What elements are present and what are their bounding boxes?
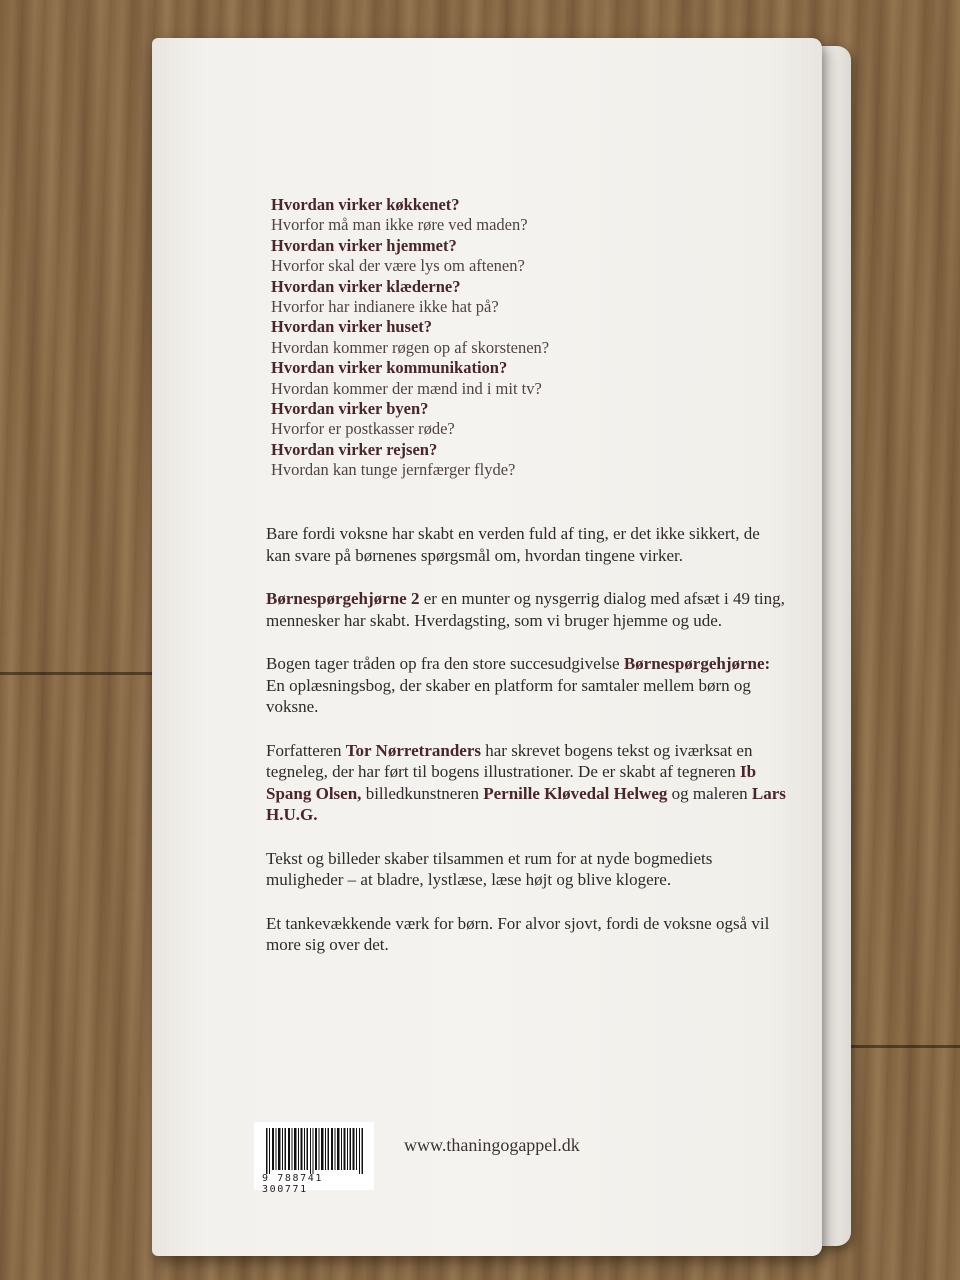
blurb-text-span: og maleren (667, 783, 752, 803)
blurb-paragraph-3 (266, 653, 786, 718)
question-sub: Hvordan kommer der mænd ind i mit tv? (271, 378, 542, 398)
blurb-paragraph-1 (266, 523, 786, 566)
question-title: Hvordan virker klæderne? (271, 276, 461, 296)
floor-seam-right (850, 1045, 960, 1048)
blurb-text-span: Bare fordi voksne har skabt en verden fuld af ting, er det ikke sikkert, de kan svare på børnenes spørgsmål om, hvordan tingene virker. (266, 524, 760, 565)
book-title: Børnespørgehjørne: (623, 654, 771, 673)
publisher-website: www.thaningogappel.dk (404, 1135, 580, 1155)
question-sub: Hvordan kan tunge jernfærger flyde? (271, 460, 516, 480)
blurb-text-span: er en munter og nysgerrig dialog med afsæt i 49 ting, mennesker har skabt. Hverdagsting, som vi bruger hjemme og ude. (266, 589, 785, 630)
blurb-text-span: billedkunstneren (361, 783, 484, 803)
blurb-text-span: har skrevet bogens tekst og iværksat en tegneleg, der har ført til bogens illustrationer. De er skabt af tegneren (266, 740, 753, 781)
question-sub: Hvorfor er postkasser røde? (271, 419, 455, 439)
blurb-text-span: Et tankevækkende værk for børn. For alvor sjovt, fordi de voksne også vil more sig over det. (266, 913, 770, 954)
blurb-text-span: Forfatteren (266, 740, 346, 760)
blurb-paragraph-6 (266, 913, 786, 956)
blurb-paragraph-4 (266, 740, 786, 826)
isbn-barcode (254, 1122, 374, 1195)
question-sub: Hvorfor må man ikke røre ved maden? (271, 215, 528, 235)
book-title: Børnespørgehjørne 2 (266, 589, 420, 608)
question-title: Hvordan virker rejsen? (271, 439, 438, 459)
isbn-number: 9 788741 300771 (262, 1173, 323, 1195)
question-title: Hvordan virker huset? (271, 317, 433, 337)
question-title: Hvordan virker hjemmet? (271, 235, 457, 255)
artist-name: Ib Spang Olsen, (266, 762, 757, 803)
question-sub: Hvorfor har indianere ikke hat på? (271, 297, 499, 317)
blurb-paragraph-2 (266, 588, 786, 631)
blurb-paragraph-5 (266, 848, 786, 891)
blurb-text-span: En oplæsningsbog, der skaber en platform for samtaler mellem børn og voksne. (266, 675, 751, 716)
blurb-text-span: Bogen tager tråden op fra den store succesudgivelse (266, 654, 624, 673)
barcode-bars-icon (266, 1128, 364, 1174)
floor-seam-left (0, 672, 160, 675)
author-name: Tor Nørretranders (345, 740, 481, 760)
question-sub: Hvorfor skal der være lys om aftenen? (271, 256, 525, 276)
question-title: Hvordan virker kommunikation? (271, 358, 508, 378)
question-title: Hvordan virker køkkenet? (271, 195, 460, 214)
blurb-text-span: Tekst og billeder skaber tilsammen et rum for at nyde bogmediets muligheder – at bladre, lystlæse, læse højt og blive klogere. (266, 848, 713, 889)
question-sub: Hvordan kommer røgen op af skorstenen? (271, 337, 550, 357)
question-title: Hvordan virker byen? (271, 399, 429, 419)
artist-name: Lars H.U.G. (266, 783, 786, 824)
question-list (271, 195, 691, 481)
blurb-text (266, 523, 786, 978)
artist-name: Pernille Kløvedal Helweg (483, 783, 668, 803)
